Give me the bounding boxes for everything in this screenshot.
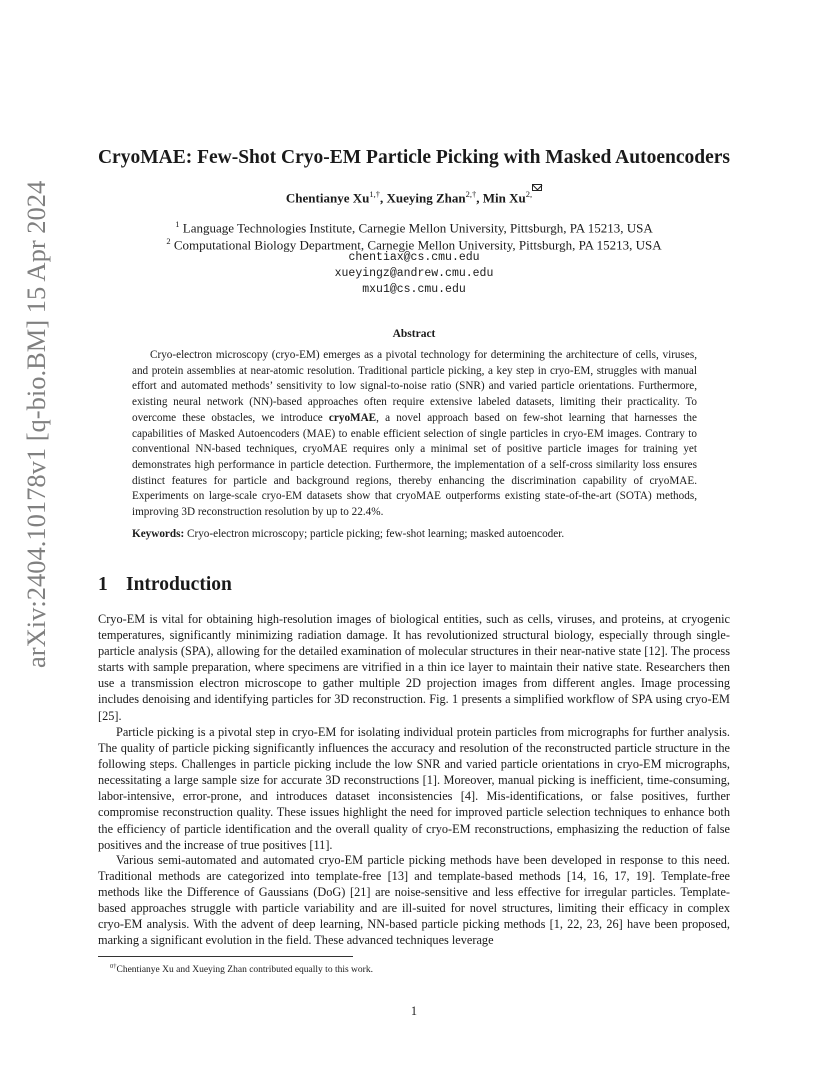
- paper-title: CryoMAE: Few-Shot Cryo-EM Particle Picking with Masked Autoencoders: [97, 147, 731, 168]
- footnote-mark: 0†: [110, 963, 117, 970]
- author-name: Chentianye Xu: [285, 190, 370, 206]
- arxiv-identifier: arXiv:2404.10178v1 [q-bio.BM] 15 Apr 2024: [21, 180, 51, 668]
- abstract-text-before: Cryo-electron microscopy (cryo-EM) emerges as a pivotal technology for determining the architecture of cells, viruses, and protein assemblies at near-atomic resolution. Traditional particle picking, a key step in cryo-EM, struggles with manual effort and automated methods’ sensitivity to low signal-to-noise ratio (SNR) and varied particle orientations. Furthermore, existing neural network (NN)-based approaches often require extensive labeled datasets, limiting their practicality. To overcome these obstacles, we introduce: [132, 349, 697, 424]
- author-name: Xueying Zhan: [386, 190, 466, 206]
- author-email: xueyingz@andrew.cmu.edu: [334, 267, 494, 280]
- author-name: Min Xu: [482, 190, 526, 206]
- author-list: [60, 184, 768, 206]
- affiliation-text: Language Technologies Institute, Carnegie Mellon University, Pittsburgh, PA 15213, USA: [179, 220, 653, 236]
- abstract-text-after: , a novel approach based on few-shot learning that harnesses the capabilities of Masked Autoencoders (MAE) to enable efficient selection of single particles in cryo-EM images. Contrary to conventional NN-based techniques, cryoMAE requires only a minimal set of positive particle images for training yet demonstrates high performance in particle detection. Furthermore, the implementation of a self-cross similarity loss ensures distinct features for particle and background regions, thereby enhancing the discrimination capability of cryoMAE. Experiments on large-scale cryo-EM datasets show that cryoMAE outperforms existing state-of-the-art (SOTA) methods, improving 3D reconstruction resolution by up to 22.4%.: [132, 411, 697, 519]
- body-paragraph-2: Particle picking is a pivotal step in cryo-EM for isolating individual protein particles from micrographs for further analysis. The quality of particle picking significantly influences the accuracy and resolution of the reconstructed particle structure in the following steps. Challenges in particle picking include the low SNR and varied particle orientations in cryo-EM micrographs, necessitating a large sample size for accurate 3D reconstructions [1]. Moreover, manual picking is inefficient, time-consuming, labor-intensive, error-prone, and introduces dataset inconsistencies [4]. Mis-identifications, or false positives, further compromise reconstruction quality. These issues highlight the need for improved particle selection techniques to enhance both the efficiency of particle identification and the overall quality of cryo-EM reconstructions, emphasizing the reduction of false positives and the increase of true positives [11].: [98, 725, 730, 852]
- section-heading: [98, 573, 232, 597]
- author-affil-mark: 2,†: [465, 189, 477, 199]
- page-number: 1: [410, 1004, 418, 1018]
- author-email: chentiax@cs.cmu.edu: [348, 251, 480, 264]
- abstract-heading: Abstract: [392, 328, 436, 340]
- footnote-text: Chentianye Xu and Xueying Zhan contributed equally to this work.: [116, 965, 373, 976]
- author-affil-mark-text: 2,: [525, 189, 533, 199]
- affiliation-mark: 1: [175, 219, 180, 229]
- author-affil-mark: [526, 189, 542, 199]
- section-number: 1: [98, 574, 108, 595]
- author-separator: ,: [476, 190, 483, 206]
- keywords-label: Keywords:: [132, 528, 185, 540]
- abstract-body: [132, 348, 697, 521]
- section-title: Introduction: [126, 574, 232, 595]
- footnote-rule: [98, 956, 353, 957]
- method-name: cryoMAE: [328, 411, 377, 424]
- keywords: [132, 527, 697, 542]
- body-paragraph-3: Various semi-automated and automated cryo-EM particle picking methods have been developed in response to this need. Traditional methods are categorized into template-free [13] and template-based methods [14, 16, 17, 19]. Template-free methods like the Difference of Gaussians (DoG) [21] are noise-sensitive and less effective for irregular particles. Template-based approaches struggle with particle variability and are ill-suited for novel structures, limiting their efficacy in complex cryo-EM analysis. With the advent of deep learning, NN-based particle picking methods [1, 22, 23, 26] have been proposed, marking a significant evolution in the field. These advanced techniques leverage: [98, 853, 730, 948]
- keywords-text: Cryo-electron microscopy; particle picking; few-shot learning; masked autoencoder.: [184, 528, 565, 540]
- body-paragraph-1: Cryo-EM is vital for obtaining high-resolution images of biological entities, such as cells, viruses, and proteins, at cryogenic temperatures, significantly minimizing radiation damage. It has revolutionized structural biology, especially through single-particle analysis (SPA), allowing for the detailed examination of molecular structures in their near-native state [12]. The process starts with sample preparation, where specimens are vitrified in a thin ice layer to maintain their native state. Researchers then use a transmission electron microscope to gather multiple 2D projection images from different angles. Image processing includes denoising and identifying particles for 3D reconstruction. Fig. 1 presents a simplified workflow of SPA using cryo-EM [25].: [98, 612, 730, 723]
- author-affil-mark: 1,†: [369, 189, 380, 199]
- affiliation-mark: 2: [166, 236, 171, 246]
- author-email: mxu1@cs.cmu.edu: [362, 283, 466, 296]
- affiliation-text: Computational Biology Department, Carnegie Mellon University, Pittsburgh, PA 15213, USA: [170, 237, 662, 253]
- footnote: [110, 961, 373, 976]
- envelope-icon: [532, 184, 542, 191]
- author-separator: ,: [379, 190, 387, 206]
